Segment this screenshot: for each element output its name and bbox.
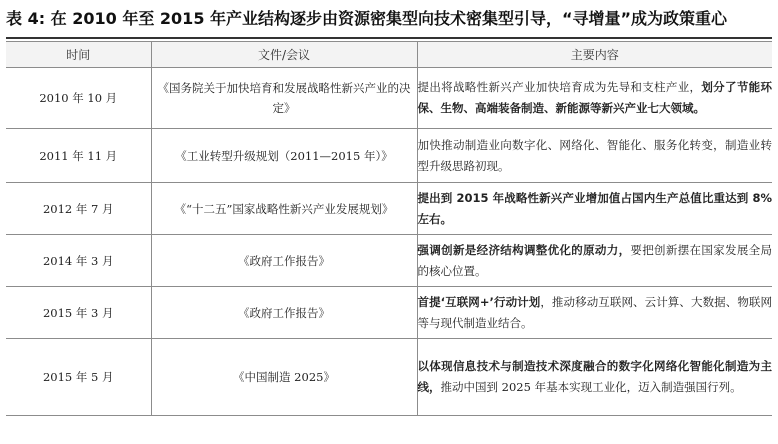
cell-time: 2010 年 10 月 <box>6 68 151 129</box>
cell-time: 2014 年 3 月 <box>6 235 151 287</box>
content-bold-text: 划分了节能环保、生物、高端装备制造、新能源等新兴产业七大领域。 <box>417 80 772 115</box>
content-text: ，推动移动互联网、云计算、大数据、物联网等与现代制造业结合。 <box>417 294 773 330</box>
content-text: 加快推动制造业向数字化、网络化、智能化、服务化转变，制造业转型升级思路初现。 <box>417 137 772 173</box>
cell-time: 2015 年 3 月 <box>6 287 151 339</box>
table-header-row <box>6 42 772 68</box>
cell-content <box>417 287 772 339</box>
header-time: 时间 <box>6 42 151 68</box>
cell-time: 2012 年 7 月 <box>6 183 151 235</box>
content-bold-text: 提出到 2015 年战略性新兴产业增加值占国内生产总值比重达到 8%左右。 <box>417 190 772 226</box>
table-row <box>6 235 772 287</box>
table-row <box>6 339 772 416</box>
content-bold-text: 强调创新是经济结构调整优化的原动力， <box>417 242 631 257</box>
cell-content <box>417 339 772 416</box>
cell-time: 2011 年 11 月 <box>6 129 151 183</box>
header-content: 主要内容 <box>417 42 772 68</box>
title-divider <box>6 37 772 39</box>
cell-document: 《政府工作报告》 <box>151 235 417 287</box>
table-row <box>6 68 772 129</box>
cell-time: 2015 年 5 月 <box>6 339 151 416</box>
cell-content <box>417 235 772 287</box>
cell-document: 《中国制造 2025》 <box>151 339 417 416</box>
table-row <box>6 129 772 183</box>
content-bold-text: 首提‘互联网+’行动计划 <box>417 294 541 309</box>
content-text: 推动中国到 2025 年基本实现工业化，迈入制造强国行列。 <box>440 380 742 394</box>
cell-document: 《工业转型升级规划（2011—2015 年）》 <box>151 129 417 183</box>
cell-document: 《“十二五”国家战略性新兴产业发展规划》 <box>151 183 417 235</box>
content-bold-text: 以体现信息技术与制造技术深度融合的数字化网络化智能化制造为主线， <box>417 359 772 394</box>
policy-table <box>6 41 772 416</box>
cell-content <box>417 129 772 183</box>
table-row <box>6 183 772 235</box>
table-row <box>6 287 772 339</box>
header-document: 文件/会议 <box>151 42 417 68</box>
table-title: 表 4: 在 2010 年至 2015 年产业结构逐步由资源密集型向技术密集型引导，“寻增量”成为政策重心 <box>6 9 728 28</box>
content-text: 提出将战略性新兴产业加快培育成为先导和支柱产业， <box>417 80 702 94</box>
content-text: 要把创新摆在国家发展全局的核心位置。 <box>417 242 773 278</box>
cell-document: 《政府工作报告》 <box>151 287 417 339</box>
cell-document: 《国务院关于加快培育和发展战略性新兴产业的决定》 <box>151 68 417 129</box>
cell-content <box>417 183 772 235</box>
cell-content <box>417 68 772 129</box>
